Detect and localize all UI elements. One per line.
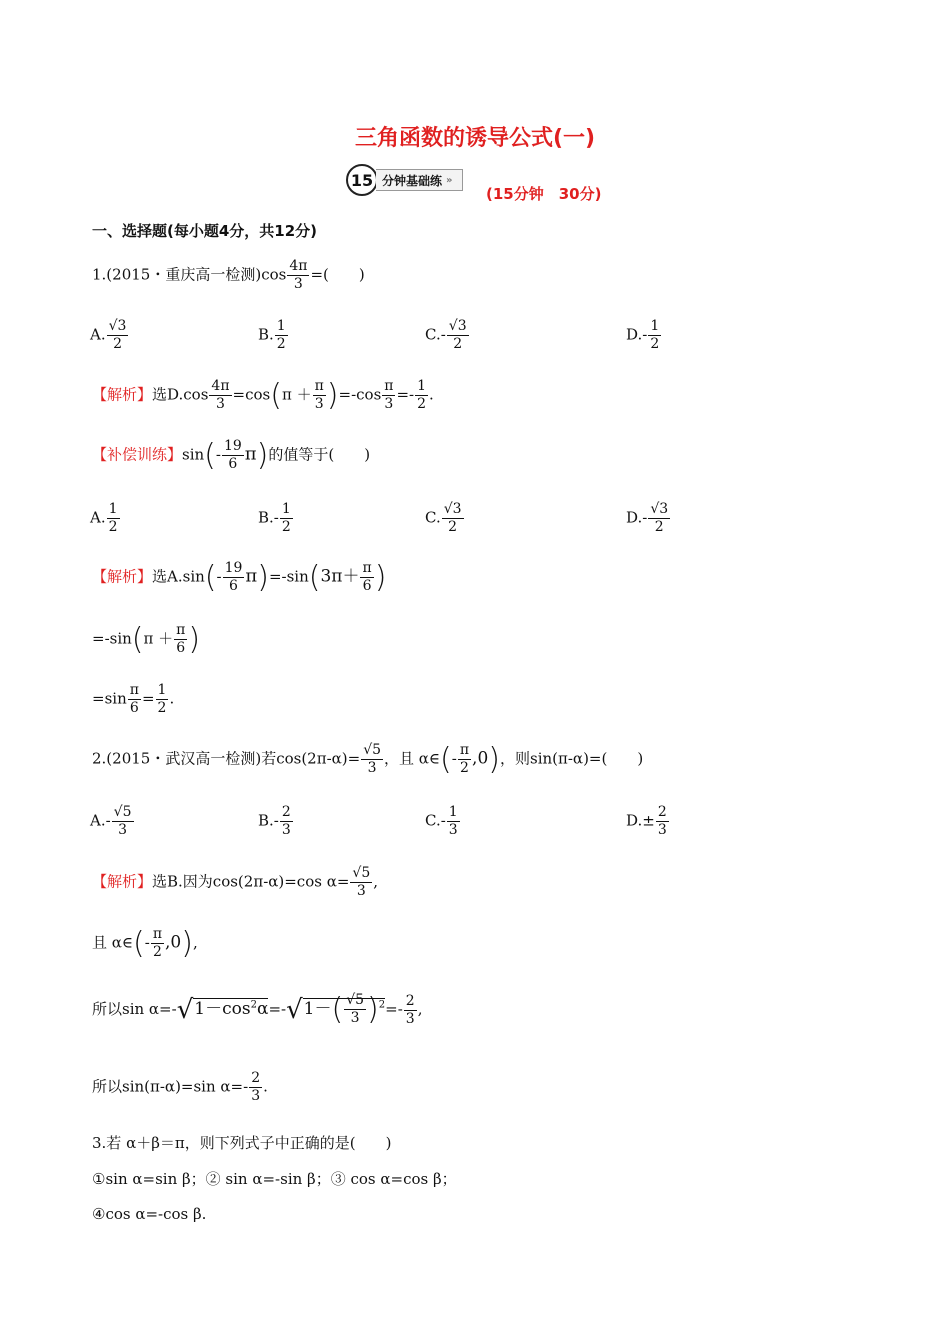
q3-line-1: ①sin α=sin β；② sin α=-sin β；③ cos α=cos β；: [92, 1170, 457, 1188]
comp-option-d: D.- $\frac{√3}{2}$: [626, 501, 669, 535]
badge-number: 15: [346, 164, 378, 196]
comp-solution-line-3: =sin $\frac{\pi}{6}$ = $\frac{1}{2}$ .: [92, 682, 175, 716]
badge-label: 分钟基础练 »: [376, 169, 463, 191]
q1-option-c: C.- $\frac{√3}{2}$: [425, 318, 467, 352]
question-1: [92, 258, 365, 293]
comp-solution-line-2: =-sin(π ＋ $\frac{\pi}{6}$ ): [92, 622, 201, 657]
analysis-tag: 【解析】: [92, 385, 153, 404]
q1-option-b: B. $\frac{1}{2}$: [258, 318, 286, 352]
q2-option-a: A.- $\frac{√5}{3}$: [90, 804, 132, 838]
q2-solution-line-2: 且 α∈(- $\frac{\pi}{2}$ ,0),: [92, 926, 198, 961]
question-3: 3.若 α＋β＝π，则下列式子中正确的是( ): [92, 1134, 392, 1152]
timing-note: (15分钟 30分): [486, 185, 602, 203]
supplement-tag: 【补偿训练】: [92, 445, 183, 464]
q2-solution-line-4: 所以sin(π-α)=sin α=- $\frac{2}{3}$ .: [92, 1070, 268, 1104]
comp-option-a: A. $\frac{1}{2}$: [90, 501, 118, 535]
q3-line-2: ④cos α=-cos β.: [92, 1205, 207, 1223]
section-heading: 一、选择题(每小题4分，共12分): [92, 222, 318, 240]
q1-solution: 【解析】选D.cos $\frac{4\pi}{3}$ =cos(π ＋ $\frac{\pi}{3}$ )=-cos $\frac{\pi}{3}$ =- $\frac{1}{2}$ .: [92, 378, 434, 413]
q1-option-a: A. $\frac{√3}{2}$: [90, 318, 127, 352]
page-title: 三角函数的诱导公式(一): [354, 126, 596, 151]
q1-option-d: D.- $\frac{1}{2}$: [626, 318, 660, 352]
question-2: 2.(2015・武汉高一检测)若cos(2π-α)= $\frac{√5}{3}$ ，且 α∈(- $\frac{\pi}{2}$ ,0)，则sin(π-α)=( ): [92, 742, 644, 777]
q2-solution-line-3: 所以$\sin \alpha=-√1-\cos^2\alpha=-√1-$( $\frac{√5}{3}$ )$^2$=- $\frac{2}{3}$ ,: [92, 992, 423, 1027]
q2-solution-line-1: 【解析】选B.因为cos(2π-α)=cos α= $\frac{√5}{3}$ ,: [92, 865, 379, 899]
comp-option-c: C. $\frac{√3}{2}$: [425, 501, 462, 535]
q2-option-c: C.- $\frac{1}{3}$: [425, 804, 458, 838]
q2-option-b: B.- $\frac{2}{3}$: [258, 804, 291, 838]
timer-badge: [346, 164, 463, 196]
q1-suffix: =( ): [310, 265, 365, 284]
comp-solution-line-1: 【解析】选A.sin(- $\frac{19}{6}$ π)=-sin(3π＋ $\frac{\pi}{6}$ ): [92, 560, 387, 595]
q2-option-d: D.± $\frac{2}{3}$: [626, 804, 667, 838]
comp-option-b: B.- $\frac{1}{2}$: [258, 501, 291, 535]
q1-fraction: $\frac{4\pi}{3}$: [289, 258, 308, 292]
supplement-question: 【补偿训练】sin(- $\frac{19}{6}$ π)的值等于( ): [92, 438, 371, 473]
q1-prefix: 1.(2015・重庆高一检测)cos: [92, 265, 287, 284]
